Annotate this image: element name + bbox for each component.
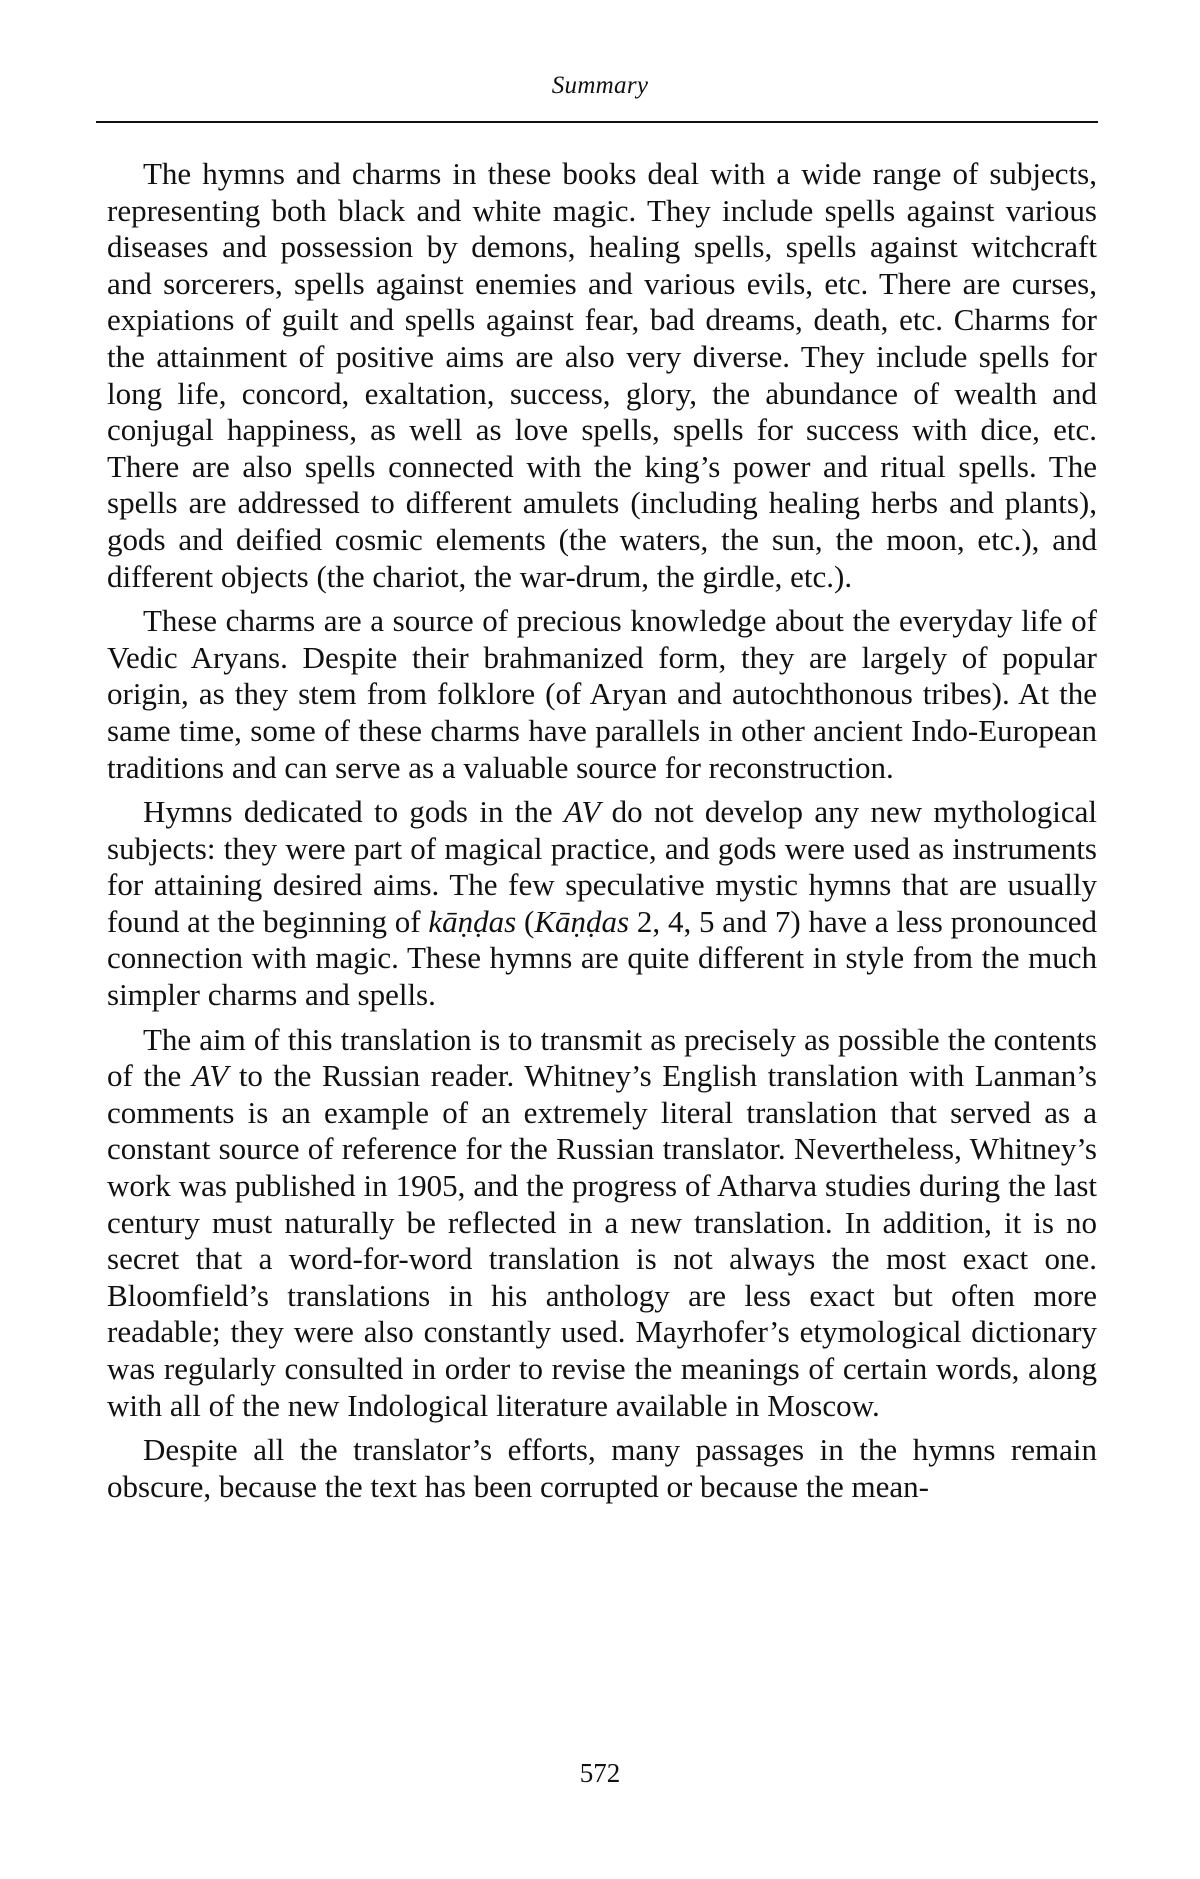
text-run: 2, 4, 5 and 7) have a less pronounced connection with magic. These hymns are quite different in style from the much simpler charms and spells. [107, 903, 1097, 1013]
text-run: The hymns and charms in these books deal with a wide range of subjects, representing both black and white magic. They include spells against various diseases and possession by demons, healing spells, spells against witchcraft and sorcerers, spells against enemies and various evils, etc. There are curses, expiations of guilt and spells against fear, bad dreams, death, etc. Charms for the attainment of positive aims are also very diverse. They include spells for long life, concord, exaltation, success, glory, the abundance of wealth and conjugal happiness, as well as love spells, spells for success with dice, etc. There are also spells connected with the king’s power and ritual spells. The spells are addressed to different amulets (including healing herbs and plants), gods and deified cosmic elements (the waters, the sun, the moon, etc.), and different objects (the chariot, the war-drum, the girdle, etc.). [107, 156, 1097, 594]
paragraph [107, 156, 1097, 595]
italic-term: Kāṇḍas [534, 903, 630, 939]
body-text [107, 156, 1097, 1513]
paragraph [107, 603, 1097, 786]
italic-term: kāṇḍas [428, 903, 517, 939]
text-run: Hymns dedicated to gods in the [143, 794, 564, 830]
paragraph [107, 1432, 1097, 1505]
italic-term: AV [191, 1058, 229, 1094]
italic-term: AV [563, 794, 601, 830]
running-head: Summary [551, 72, 649, 99]
header-rule [96, 121, 1098, 123]
page-number: 572 [579, 1758, 621, 1788]
text-run: ( [516, 903, 535, 939]
text-run: Despite all the translator’s efforts, many passages in the hymns remain obscure, because the text has been corrupted or because the mean- [107, 1432, 1097, 1504]
text-run: to the Russian reader. Whitney’s English translation with Lanman’s comments is an example of an extremely literal translation that served as a constant source of reference for the Russian translator. Nevertheless, Whitney’s work was published in 1905, and the progress of Atharva studies during the last century must naturally be reflected in a new translation. In addition, it is no secret that a word-for-word translation is not always the most exact one. Bloomfield’s translations in his anthology are less exact but often more readable; they were also constantly used. Mayrhofer’s etymological dictionary was regularly consulted in order to revise the meanings of certain words, along with all of the new Indological literature available in Moscow. [107, 1058, 1097, 1423]
text-run: do not develop any new mythological subjects: they were part of magical practice, and gods were used as instruments for attaining desired aims. The few speculative mystic hymns that are usually found at the beginning of [107, 794, 1097, 939]
paragraph [107, 1022, 1097, 1425]
paragraph [107, 794, 1097, 1014]
text-run: The aim of this translation is to transmit as precisely as possible the contents of the [107, 1021, 1097, 1094]
text-run: These charms are a source of precious knowledge about the everyday life of Vedic Aryans. Despite their brahmanized form, they are largely of popular origin, as they stem from folklore (of Aryan and autochthonous tribes). At the same time, some of these charms have parallels in other ancient Indo-European traditions and can serve as a valuable source for reconstruction. [107, 603, 1097, 785]
